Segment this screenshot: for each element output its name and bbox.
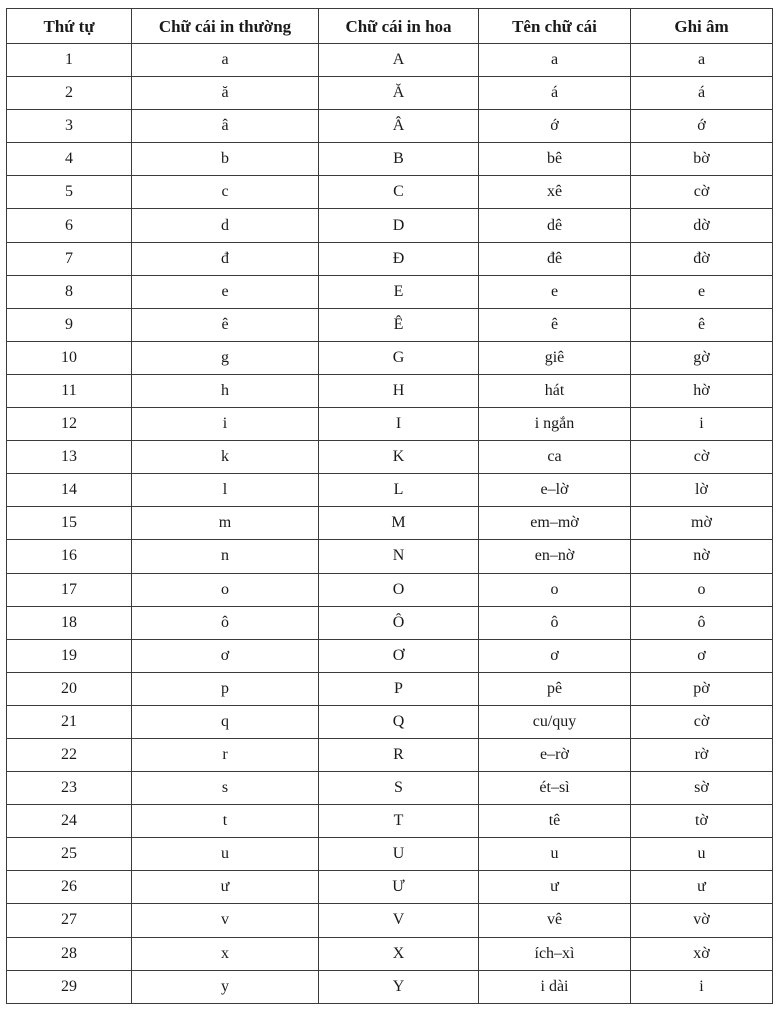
table-row: [7, 540, 773, 573]
uppercase-cell: I: [319, 408, 479, 441]
table-row: [7, 937, 773, 970]
letter-name-cell: ích–xì: [479, 937, 631, 970]
pronunciation-cell: ớ: [631, 110, 773, 143]
pronunciation-cell: rờ: [631, 738, 773, 771]
header-order: Thứ tự: [7, 9, 132, 44]
lowercase-cell: q: [132, 705, 319, 738]
table-row: [7, 44, 773, 77]
table-row: [7, 573, 773, 606]
uppercase-cell: Ơ: [319, 639, 479, 672]
lowercase-cell: v: [132, 904, 319, 937]
pronunciation-cell: ô: [631, 606, 773, 639]
order-cell: 29: [7, 970, 132, 1003]
order-cell: 9: [7, 308, 132, 341]
alphabet-table: [6, 8, 773, 1004]
letter-name-cell: em–mờ: [479, 507, 631, 540]
table-row: [7, 705, 773, 738]
letter-name-cell: a: [479, 44, 631, 77]
table-row: [7, 176, 773, 209]
letter-name-cell: đê: [479, 242, 631, 275]
uppercase-cell: Ô: [319, 606, 479, 639]
lowercase-cell: b: [132, 143, 319, 176]
table-row: [7, 441, 773, 474]
uppercase-cell: S: [319, 772, 479, 805]
table-row: [7, 871, 773, 904]
letter-name-cell: dê: [479, 209, 631, 242]
lowercase-cell: h: [132, 374, 319, 407]
uppercase-cell: C: [319, 176, 479, 209]
letter-name-cell: ê: [479, 308, 631, 341]
pronunciation-cell: mờ: [631, 507, 773, 540]
table-row: [7, 970, 773, 1003]
header-pronunciation: Ghi âm: [631, 9, 773, 44]
letter-name-cell: o: [479, 573, 631, 606]
table-row: [7, 308, 773, 341]
pronunciation-cell: bờ: [631, 143, 773, 176]
letter-name-cell: bê: [479, 143, 631, 176]
pronunciation-cell: a: [631, 44, 773, 77]
lowercase-cell: l: [132, 474, 319, 507]
table-row: [7, 904, 773, 937]
pronunciation-cell: ư: [631, 871, 773, 904]
lowercase-cell: s: [132, 772, 319, 805]
letter-name-cell: e: [479, 275, 631, 308]
table-row: [7, 772, 773, 805]
table-header: [7, 9, 773, 44]
order-cell: 1: [7, 44, 132, 77]
table-row: [7, 110, 773, 143]
order-cell: 20: [7, 672, 132, 705]
letter-name-cell: ô: [479, 606, 631, 639]
letter-name-cell: tê: [479, 805, 631, 838]
order-cell: 12: [7, 408, 132, 441]
letter-name-cell: pê: [479, 672, 631, 705]
pronunciation-cell: i: [631, 970, 773, 1003]
order-cell: 27: [7, 904, 132, 937]
lowercase-cell: y: [132, 970, 319, 1003]
letter-name-cell: ớ: [479, 110, 631, 143]
letter-name-cell: ư: [479, 871, 631, 904]
lowercase-cell: ư: [132, 871, 319, 904]
lowercase-cell: x: [132, 937, 319, 970]
order-cell: 6: [7, 209, 132, 242]
order-cell: 23: [7, 772, 132, 805]
order-cell: 5: [7, 176, 132, 209]
uppercase-cell: Q: [319, 705, 479, 738]
uppercase-cell: L: [319, 474, 479, 507]
table-row: [7, 507, 773, 540]
letter-name-cell: i ngắn: [479, 408, 631, 441]
order-cell: 2: [7, 77, 132, 110]
letter-name-cell: e–rờ: [479, 738, 631, 771]
letter-name-cell: en–nờ: [479, 540, 631, 573]
order-cell: 26: [7, 871, 132, 904]
order-cell: 11: [7, 374, 132, 407]
order-cell: 17: [7, 573, 132, 606]
uppercase-cell: B: [319, 143, 479, 176]
uppercase-cell: X: [319, 937, 479, 970]
lowercase-cell: o: [132, 573, 319, 606]
order-cell: 25: [7, 838, 132, 871]
table-row: [7, 242, 773, 275]
uppercase-cell: O: [319, 573, 479, 606]
order-cell: 18: [7, 606, 132, 639]
order-cell: 21: [7, 705, 132, 738]
pronunciation-cell: sờ: [631, 772, 773, 805]
header-row: [7, 9, 773, 44]
uppercase-cell: T: [319, 805, 479, 838]
order-cell: 4: [7, 143, 132, 176]
uppercase-cell: A: [319, 44, 479, 77]
table-row: [7, 738, 773, 771]
lowercase-cell: ă: [132, 77, 319, 110]
pronunciation-cell: o: [631, 573, 773, 606]
header-lowercase: Chữ cái in thường: [132, 9, 319, 44]
order-cell: 8: [7, 275, 132, 308]
lowercase-cell: i: [132, 408, 319, 441]
uppercase-cell: N: [319, 540, 479, 573]
pronunciation-cell: i: [631, 408, 773, 441]
table-row: [7, 374, 773, 407]
uppercase-cell: M: [319, 507, 479, 540]
letter-name-cell: i dài: [479, 970, 631, 1003]
pronunciation-cell: nờ: [631, 540, 773, 573]
lowercase-cell: t: [132, 805, 319, 838]
pronunciation-cell: cờ: [631, 176, 773, 209]
uppercase-cell: Â: [319, 110, 479, 143]
table-row: [7, 805, 773, 838]
pronunciation-cell: hờ: [631, 374, 773, 407]
order-cell: 15: [7, 507, 132, 540]
pronunciation-cell: ê: [631, 308, 773, 341]
table-body: [7, 44, 773, 1004]
lowercase-cell: g: [132, 341, 319, 374]
pronunciation-cell: pờ: [631, 672, 773, 705]
lowercase-cell: m: [132, 507, 319, 540]
pronunciation-cell: vờ: [631, 904, 773, 937]
lowercase-cell: ơ: [132, 639, 319, 672]
letter-name-cell: vê: [479, 904, 631, 937]
uppercase-cell: G: [319, 341, 479, 374]
letter-name-cell: giê: [479, 341, 631, 374]
letter-name-cell: á: [479, 77, 631, 110]
order-cell: 10: [7, 341, 132, 374]
table-row: [7, 474, 773, 507]
table-row: [7, 77, 773, 110]
table-row: [7, 672, 773, 705]
table-row: [7, 209, 773, 242]
order-cell: 19: [7, 639, 132, 672]
uppercase-cell: E: [319, 275, 479, 308]
letter-name-cell: ca: [479, 441, 631, 474]
lowercase-cell: c: [132, 176, 319, 209]
lowercase-cell: ô: [132, 606, 319, 639]
uppercase-cell: Ă: [319, 77, 479, 110]
pronunciation-cell: u: [631, 838, 773, 871]
lowercase-cell: r: [132, 738, 319, 771]
order-cell: 24: [7, 805, 132, 838]
header-letter-name: Tên chữ cái: [479, 9, 631, 44]
pronunciation-cell: cờ: [631, 441, 773, 474]
pronunciation-cell: ơ: [631, 639, 773, 672]
order-cell: 7: [7, 242, 132, 275]
letter-name-cell: ét–sì: [479, 772, 631, 805]
table-row: [7, 275, 773, 308]
uppercase-cell: R: [319, 738, 479, 771]
order-cell: 3: [7, 110, 132, 143]
lowercase-cell: ê: [132, 308, 319, 341]
pronunciation-cell: tờ: [631, 805, 773, 838]
pronunciation-cell: á: [631, 77, 773, 110]
uppercase-cell: P: [319, 672, 479, 705]
pronunciation-cell: cờ: [631, 705, 773, 738]
uppercase-cell: K: [319, 441, 479, 474]
uppercase-cell: Y: [319, 970, 479, 1003]
letter-name-cell: e–lờ: [479, 474, 631, 507]
pronunciation-cell: xờ: [631, 937, 773, 970]
lowercase-cell: d: [132, 209, 319, 242]
letter-name-cell: cu/quy: [479, 705, 631, 738]
pronunciation-cell: lờ: [631, 474, 773, 507]
lowercase-cell: a: [132, 44, 319, 77]
table-row: [7, 341, 773, 374]
header-uppercase: Chữ cái in hoa: [319, 9, 479, 44]
lowercase-cell: n: [132, 540, 319, 573]
letter-name-cell: xê: [479, 176, 631, 209]
order-cell: 22: [7, 738, 132, 771]
uppercase-cell: V: [319, 904, 479, 937]
uppercase-cell: H: [319, 374, 479, 407]
table-row: [7, 639, 773, 672]
order-cell: 16: [7, 540, 132, 573]
letter-name-cell: hát: [479, 374, 631, 407]
uppercase-cell: U: [319, 838, 479, 871]
lowercase-cell: u: [132, 838, 319, 871]
lowercase-cell: p: [132, 672, 319, 705]
order-cell: 13: [7, 441, 132, 474]
lowercase-cell: đ: [132, 242, 319, 275]
uppercase-cell: Đ: [319, 242, 479, 275]
pronunciation-cell: đờ: [631, 242, 773, 275]
lowercase-cell: e: [132, 275, 319, 308]
table-row: [7, 408, 773, 441]
lowercase-cell: k: [132, 441, 319, 474]
table-row: [7, 838, 773, 871]
pronunciation-cell: e: [631, 275, 773, 308]
pronunciation-cell: dờ: [631, 209, 773, 242]
uppercase-cell: D: [319, 209, 479, 242]
letter-name-cell: u: [479, 838, 631, 871]
uppercase-cell: Ê: [319, 308, 479, 341]
order-cell: 14: [7, 474, 132, 507]
table-row: [7, 143, 773, 176]
table-row: [7, 606, 773, 639]
pronunciation-cell: gờ: [631, 341, 773, 374]
letter-name-cell: ơ: [479, 639, 631, 672]
order-cell: 28: [7, 937, 132, 970]
lowercase-cell: â: [132, 110, 319, 143]
uppercase-cell: Ư: [319, 871, 479, 904]
